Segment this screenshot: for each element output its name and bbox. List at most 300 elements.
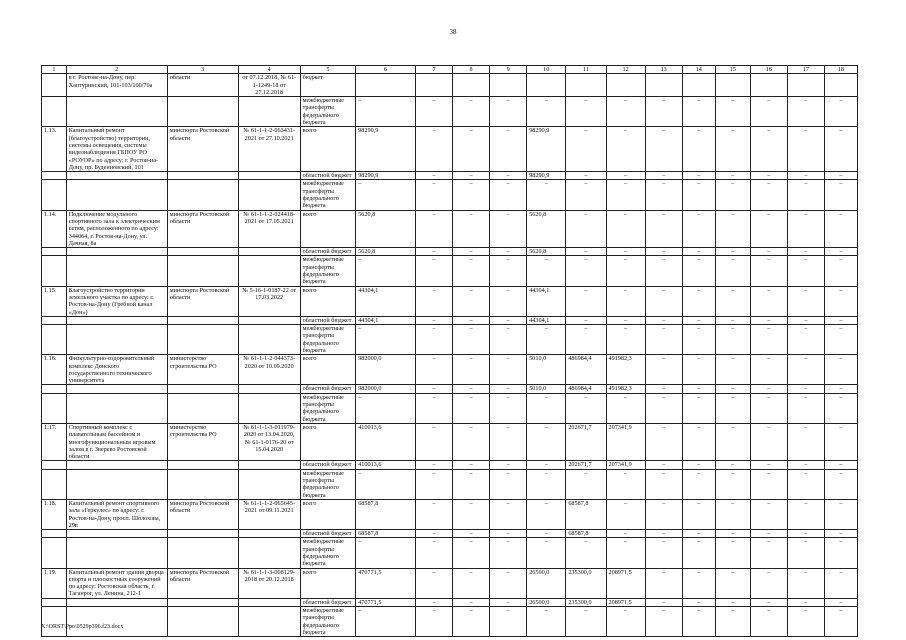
- table-cell: –: [415, 469, 452, 499]
- table-cell: –: [453, 180, 490, 210]
- table-cell: –: [787, 127, 824, 172]
- table-cell: –: [682, 172, 715, 180]
- table-cell: –: [824, 97, 857, 127]
- table-header-row: [42, 66, 858, 74]
- table-cell: –: [645, 180, 682, 210]
- table-cell: –: [645, 393, 682, 423]
- table-cell: –: [715, 210, 750, 247]
- table-cell: [42, 97, 67, 127]
- table-cell: 44304,1: [527, 316, 566, 324]
- table-cell: –: [453, 355, 490, 385]
- table-cell: [66, 598, 167, 606]
- table-cell: [566, 74, 606, 97]
- table-cell: –: [490, 530, 527, 538]
- table-cell: 208971,5: [606, 568, 645, 598]
- table-cell: –: [824, 355, 857, 385]
- table-cell: [238, 325, 300, 355]
- table-cell: –: [415, 248, 452, 256]
- column-header: 5: [300, 66, 356, 74]
- column-header: 10: [527, 66, 566, 74]
- table-cell: –: [453, 97, 490, 127]
- table-cell: –: [750, 607, 787, 637]
- table-cell: –: [415, 568, 452, 598]
- table-cell: –: [490, 286, 527, 316]
- table-cell: –: [645, 423, 682, 460]
- table-cell: –: [566, 248, 606, 256]
- table-row: [42, 538, 858, 568]
- table-cell: –: [606, 248, 645, 256]
- table-cell: –: [606, 499, 645, 529]
- table-cell: –: [527, 607, 566, 637]
- table-cell: –: [824, 423, 857, 460]
- column-header: 8: [453, 66, 490, 74]
- table-cell: 5620,8: [527, 248, 566, 256]
- table-cell: –: [490, 127, 527, 172]
- table-cell: областной бюджет: [300, 316, 356, 324]
- table-cell: министерство строительства РО: [167, 355, 238, 385]
- table-cell: –: [453, 256, 490, 286]
- table-cell: –: [682, 385, 715, 393]
- table-cell: –: [606, 316, 645, 324]
- table-cell: –: [453, 499, 490, 529]
- table-cell: –: [453, 127, 490, 172]
- table-cell: минспорта Ростовской области: [167, 568, 238, 598]
- table-cell: [66, 325, 167, 355]
- table-cell: –: [566, 607, 606, 637]
- table-cell: –: [715, 530, 750, 538]
- table-cell: [167, 607, 238, 637]
- table-cell: –: [490, 248, 527, 256]
- table-row: [42, 423, 858, 460]
- table-cell: областной бюджет: [300, 598, 356, 606]
- table-cell: –: [415, 598, 452, 606]
- table-cell: [238, 469, 300, 499]
- table-cell: –: [415, 538, 452, 568]
- table-cell: –: [415, 316, 452, 324]
- column-header: 1: [42, 66, 67, 74]
- table-cell: № 5-16-1-0187-22 от 17.03.2022: [238, 286, 300, 316]
- table-cell: 1.19.: [42, 568, 67, 598]
- table-cell: областной бюджет: [300, 385, 356, 393]
- page-number: 38: [449, 28, 457, 36]
- table-cell: [66, 316, 167, 324]
- table-cell: –: [490, 607, 527, 637]
- table-cell: –: [824, 316, 857, 324]
- table-cell: [238, 598, 300, 606]
- table-cell: –: [566, 210, 606, 247]
- table-cell: –: [415, 210, 452, 247]
- table-body: [42, 66, 858, 637]
- table-cell: –: [566, 180, 606, 210]
- table-cell: [824, 74, 857, 97]
- table-cell: –: [715, 256, 750, 286]
- table-cell: межбюджетные трансферты федерального бюджета: [300, 607, 356, 637]
- table-row: [42, 530, 858, 538]
- table-cell: [42, 256, 67, 286]
- table-cell: [42, 469, 67, 499]
- table-cell: –: [356, 607, 416, 637]
- table-cell: –: [715, 286, 750, 316]
- table-cell: –: [645, 355, 682, 385]
- table-row: [42, 172, 858, 180]
- table-cell: –: [715, 180, 750, 210]
- table-cell: [167, 385, 238, 393]
- table-cell: –: [787, 461, 824, 469]
- table-cell: областной бюджет: [300, 461, 356, 469]
- table-cell: [42, 538, 67, 568]
- table-cell: –: [824, 499, 857, 529]
- table-cell: –: [645, 256, 682, 286]
- table-cell: –: [787, 248, 824, 256]
- table-cell: 5620,8: [356, 248, 416, 256]
- table-row: [42, 74, 858, 97]
- table-row: [42, 469, 858, 499]
- table-cell: межбюджетные трансферты федерального бюджета: [300, 97, 356, 127]
- table-cell: –: [750, 598, 787, 606]
- table-cell: –: [606, 210, 645, 247]
- table-cell: № 61-1-1-2-024418-2021 от 17.05.2021: [238, 210, 300, 247]
- table-cell: 68587,8: [356, 499, 416, 529]
- table-cell: –: [645, 316, 682, 324]
- table-cell: –: [715, 325, 750, 355]
- table-cell: [66, 97, 167, 127]
- table-cell: –: [527, 423, 566, 460]
- table-cell: межбюджетные трансферты федерального бюджета: [300, 538, 356, 568]
- table-cell: № 61-1-1-3-011979-2020 от 13.04.2020, № 61-1-0176-20 от 15.04.2020: [238, 423, 300, 460]
- table-cell: минспорта Ростовской области: [167, 499, 238, 529]
- table-cell: от 07.12.2018, № 61-1-1249-18 от 27.12.2018: [238, 74, 300, 97]
- table-cell: –: [787, 256, 824, 286]
- table-cell: 44304,1: [527, 286, 566, 316]
- table-cell: 68587,8: [566, 499, 606, 529]
- table-cell: [238, 538, 300, 568]
- table-cell: всего: [300, 499, 356, 529]
- table-cell: –: [566, 286, 606, 316]
- table-cell: –: [606, 530, 645, 538]
- table-cell: [66, 256, 167, 286]
- table-cell: [238, 393, 300, 423]
- table-cell: 207341,9: [606, 423, 645, 460]
- table-cell: –: [787, 316, 824, 324]
- table-cell: –: [824, 127, 857, 172]
- table-cell: –: [715, 598, 750, 606]
- table-cell: 44304,1: [356, 286, 416, 316]
- table-cell: –: [490, 469, 527, 499]
- table-cell: –: [750, 97, 787, 127]
- table-cell: 26500,0: [527, 568, 566, 598]
- table-cell: [167, 256, 238, 286]
- table-cell: 98290,9: [356, 172, 416, 180]
- table-cell: –: [682, 256, 715, 286]
- table-cell: областной бюджет: [300, 248, 356, 256]
- table-cell: –: [527, 180, 566, 210]
- table-cell: –: [606, 286, 645, 316]
- table-cell: [66, 385, 167, 393]
- column-header: 3: [167, 66, 238, 74]
- table-cell: –: [824, 256, 857, 286]
- table-cell: 5620,8: [356, 210, 416, 247]
- table-cell: –: [566, 127, 606, 172]
- table-row: [42, 385, 858, 393]
- table-cell: –: [645, 127, 682, 172]
- table-row: [42, 598, 858, 606]
- table-cell: –: [715, 469, 750, 499]
- table-cell: –: [645, 530, 682, 538]
- table-cell: –: [787, 530, 824, 538]
- table-cell: –: [682, 180, 715, 210]
- table-cell: –: [606, 393, 645, 423]
- table-cell: –: [824, 210, 857, 247]
- table-cell: –: [787, 286, 824, 316]
- table-cell: –: [824, 568, 857, 598]
- table-cell: –: [606, 325, 645, 355]
- table-cell: –: [824, 461, 857, 469]
- table-cell: –: [490, 316, 527, 324]
- table-cell: –: [750, 538, 787, 568]
- table-cell: –: [606, 127, 645, 172]
- table-cell: [42, 607, 67, 637]
- table-cell: –: [645, 385, 682, 393]
- table-cell: –: [415, 385, 452, 393]
- table-cell: –: [453, 325, 490, 355]
- table-cell: № 61-1-1-2-044373-2020 от 10.09.2020: [238, 355, 300, 385]
- table-cell: 1.18.: [42, 499, 67, 529]
- table-cell: –: [824, 286, 857, 316]
- table-cell: –: [715, 538, 750, 568]
- table-cell: –: [566, 538, 606, 568]
- table-cell: –: [824, 248, 857, 256]
- column-header: 7: [415, 66, 452, 74]
- table-cell: [238, 461, 300, 469]
- table-cell: 1.16.: [42, 355, 67, 385]
- column-header: 12: [606, 66, 645, 74]
- table-cell: –: [682, 316, 715, 324]
- table-cell: –: [415, 97, 452, 127]
- table-cell: [750, 74, 787, 97]
- table-cell: –: [527, 393, 566, 423]
- table-cell: 491982,3: [606, 355, 645, 385]
- table-cell: –: [824, 598, 857, 606]
- table-cell: [42, 316, 67, 324]
- table-cell: –: [787, 393, 824, 423]
- table-cell: –: [824, 325, 857, 355]
- table-cell: 202671,7: [566, 461, 606, 469]
- table-row: [42, 248, 858, 256]
- table-cell: –: [527, 538, 566, 568]
- table-cell: межбюджетные трансферты федерального бюджета: [300, 393, 356, 423]
- table-cell: –: [715, 385, 750, 393]
- table-cell: –: [715, 607, 750, 637]
- table-cell: –: [682, 248, 715, 256]
- table-cell: –: [490, 210, 527, 247]
- table-cell: [42, 461, 67, 469]
- table-cell: –: [645, 538, 682, 568]
- table-cell: –: [566, 393, 606, 423]
- table-cell: –: [527, 256, 566, 286]
- table-cell: –: [682, 423, 715, 460]
- table-cell: –: [490, 461, 527, 469]
- table-cell: –: [715, 355, 750, 385]
- table-cell: –: [490, 180, 527, 210]
- column-header: 15: [715, 66, 750, 74]
- column-header: 14: [682, 66, 715, 74]
- table-cell: Капитальный ремонт спортивного зала «Геркулес» по адресу: г. Ростов-на-Дону, просп. Шолохова, 29в: [66, 499, 167, 529]
- table-cell: –: [490, 423, 527, 460]
- table-cell: –: [715, 461, 750, 469]
- table-cell: [167, 393, 238, 423]
- table-cell: [238, 256, 300, 286]
- table-cell: [645, 74, 682, 97]
- table-cell: –: [566, 256, 606, 286]
- table-cell: –: [682, 393, 715, 423]
- table-row: [42, 256, 858, 286]
- table-cell: –: [453, 172, 490, 180]
- table-cell: –: [682, 538, 715, 568]
- table-cell: –: [490, 355, 527, 385]
- table-cell: –: [490, 598, 527, 606]
- table-cell: [238, 316, 300, 324]
- table-cell: –: [824, 607, 857, 637]
- table-cell: минспорта Ростовской области: [167, 286, 238, 316]
- table-cell: –: [682, 607, 715, 637]
- table-cell: –: [645, 568, 682, 598]
- table-cell: –: [824, 172, 857, 180]
- table-cell: всего: [300, 423, 356, 460]
- table-cell: [66, 172, 167, 180]
- column-header: 16: [750, 66, 787, 74]
- table-cell: –: [787, 180, 824, 210]
- table-cell: 982000,0: [356, 355, 416, 385]
- table-cell: 410013,6: [356, 423, 416, 460]
- table-cell: в г. Ростове-на-Дону, пер. Хаптуринский, 101-103/100/70а: [66, 74, 167, 97]
- column-header: 17: [787, 66, 824, 74]
- table-cell: 1.14.: [42, 210, 67, 247]
- table-row: [42, 393, 858, 423]
- table-cell: –: [606, 180, 645, 210]
- table-cell: [42, 325, 67, 355]
- table-cell: –: [606, 172, 645, 180]
- table-cell: [167, 248, 238, 256]
- table-cell: –: [645, 172, 682, 180]
- table-cell: [66, 180, 167, 210]
- table-cell: –: [750, 461, 787, 469]
- table-cell: области: [167, 74, 238, 97]
- table-cell: [238, 385, 300, 393]
- budget-table: [41, 65, 858, 637]
- table-cell: –: [824, 393, 857, 423]
- table-cell: –: [715, 499, 750, 529]
- table-cell: –: [682, 127, 715, 172]
- table-cell: –: [415, 393, 452, 423]
- table-cell: –: [490, 385, 527, 393]
- table-cell: –: [750, 385, 787, 393]
- table-cell: –: [824, 469, 857, 499]
- table-cell: межбюджетные трансферты федерального бюджета: [300, 180, 356, 210]
- table-cell: 235300,0: [566, 598, 606, 606]
- table-cell: –: [750, 469, 787, 499]
- table-row: [42, 316, 858, 324]
- table-cell: [238, 97, 300, 127]
- table-cell: 410013,6: [356, 461, 416, 469]
- table-cell: 486984,4: [566, 385, 606, 393]
- table-cell: [238, 180, 300, 210]
- table-cell: 470771,5: [356, 568, 416, 598]
- table-cell: Капитальный ремонт здания дворца спорта и плоскостных сооружений по адресу: Ростовская область, г. Таганрог, ул. Ленина, 212-1: [66, 568, 167, 598]
- table-cell: –: [715, 127, 750, 172]
- table-cell: –: [415, 423, 452, 460]
- table-cell: –: [566, 325, 606, 355]
- table-cell: 5010,0: [527, 385, 566, 393]
- table-cell: –: [356, 325, 416, 355]
- table-cell: 68587,8: [356, 530, 416, 538]
- table-row: [42, 355, 858, 385]
- table-cell: –: [490, 97, 527, 127]
- table-cell: –: [645, 461, 682, 469]
- table-cell: –: [415, 325, 452, 355]
- table-cell: –: [453, 316, 490, 324]
- table-cell: –: [645, 469, 682, 499]
- table-cell: –: [682, 598, 715, 606]
- table-cell: –: [606, 256, 645, 286]
- table-cell: –: [715, 393, 750, 423]
- table-cell: всего: [300, 355, 356, 385]
- table-cell: [42, 598, 67, 606]
- table-cell: –: [645, 286, 682, 316]
- table-cell: [682, 74, 715, 97]
- table-cell: –: [750, 393, 787, 423]
- table-cell: [167, 97, 238, 127]
- column-header: 6: [356, 66, 416, 74]
- table-cell: –: [453, 210, 490, 247]
- table-cell: –: [715, 568, 750, 598]
- table-cell: № 61-1-1-2-063431-2021 от 27.10.2021: [238, 127, 300, 172]
- table-cell: –: [453, 538, 490, 568]
- table-cell: –: [682, 469, 715, 499]
- column-header: 13: [645, 66, 682, 74]
- table-cell: 486984,4: [566, 355, 606, 385]
- column-header: 9: [490, 66, 527, 74]
- table-cell: –: [682, 210, 715, 247]
- table-cell: [167, 598, 238, 606]
- table-row: [42, 127, 858, 172]
- table-cell: –: [453, 469, 490, 499]
- table-cell: –: [715, 316, 750, 324]
- table-cell: [606, 74, 645, 97]
- table-cell: –: [356, 180, 416, 210]
- table-cell: [66, 469, 167, 499]
- table-cell: –: [453, 568, 490, 598]
- table-cell: –: [566, 469, 606, 499]
- table-cell: № 61-1-1-3-008129-2018 от 20.12.2018: [238, 568, 300, 598]
- table-cell: 26500,0: [527, 598, 566, 606]
- table-cell: –: [787, 568, 824, 598]
- table-cell: [42, 74, 67, 97]
- table-cell: –: [824, 530, 857, 538]
- table-cell: 1.15.: [42, 286, 67, 316]
- table-cell: [66, 538, 167, 568]
- table-cell: –: [606, 97, 645, 127]
- table-cell: [527, 74, 566, 97]
- table-cell: [66, 530, 167, 538]
- table-cell: –: [527, 97, 566, 127]
- table-cell: [66, 393, 167, 423]
- table-cell: –: [750, 325, 787, 355]
- table-cell: [415, 74, 452, 97]
- table-cell: –: [682, 461, 715, 469]
- table-cell: минспорта Ростовской области: [167, 127, 238, 172]
- table-cell: –: [682, 499, 715, 529]
- table-cell: –: [415, 180, 452, 210]
